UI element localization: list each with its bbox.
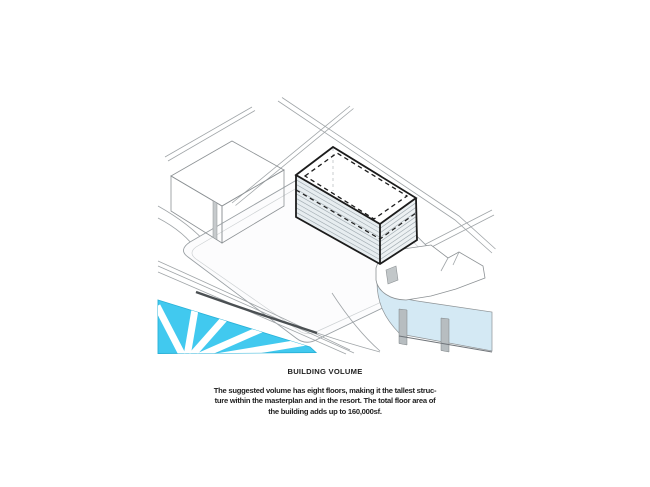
facade-pillar (399, 309, 407, 345)
caption-line: The suggested volume has eight floors, making it the tallest struc- (213, 386, 437, 395)
facade-seam (213, 201, 217, 240)
figure-title: BUILDING VOLUME (287, 367, 363, 376)
resort-building-southeast (376, 245, 492, 352)
caption-line: the building adds up to 160,000sf. (268, 406, 382, 416)
caption-line: ture within the masterplan and in the resort. The total floor area of (214, 396, 436, 406)
facade-pillar (441, 318, 449, 352)
figure-caption (0, 386, 650, 417)
